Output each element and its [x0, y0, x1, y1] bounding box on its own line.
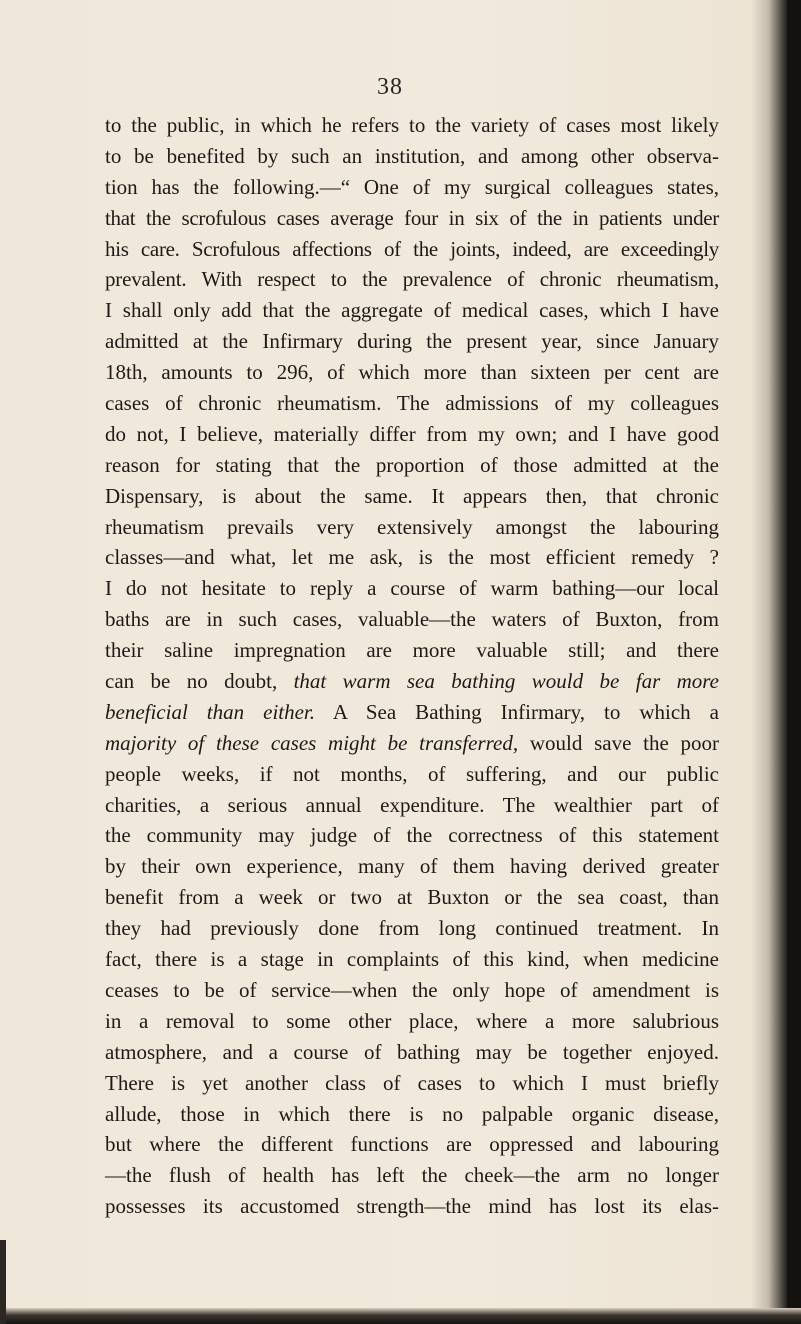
text-line-8: admitted at the Infirmary during the present year, since January	[105, 329, 719, 354]
text-line-4: that the scrofulous cases average four in six of the in patients under	[105, 205, 719, 230]
text-line-36: possesses its accustomed strength—the mind has lost its elas-	[105, 1194, 719, 1219]
text-line-19-roman: can be no doubt,	[105, 669, 294, 694]
text-line-15: classes—and what, let me ask, is the most efficient remedy ?	[105, 545, 719, 570]
text-line-26: benefit from a week or two at Buxton or the sea coast, than	[105, 885, 719, 910]
text-line-7: I shall only add that the aggregate of medical cases, which I have	[105, 298, 719, 323]
text-line-34: but where the different functions are oppressed and labouring	[105, 1132, 719, 1157]
text-line-20-roman: A Sea Bathing Infirmary, to which a	[315, 699, 719, 724]
text-line-10: cases of chronic rheumatism. The admissions of my colleagues	[105, 391, 719, 416]
text-line-3: tion has the following.—“ One of my surgical colleagues states,	[105, 174, 719, 199]
text-line-14: rheumatism prevails very extensively amongst the labouring	[105, 514, 719, 539]
page-number: 38	[377, 74, 403, 100]
text-line-29: ceases to be of service—when the only hope of amendment is	[105, 977, 719, 1002]
text-line-9: 18th, amounts to 296, of which more than sixteen per cent are	[105, 360, 719, 385]
text-line-30: in a removal to some other place, where a more salubrious	[105, 1008, 719, 1033]
text-line-27: they had previously done from long continued treatment. In	[105, 916, 719, 941]
text-line-20	[105, 697, 719, 728]
text-line-13: Dispensary, is about the same. It appears then, that chronic	[105, 483, 719, 508]
text-line-21	[105, 728, 719, 759]
text-line-32: There is yet another class of cases to which I must briefly	[105, 1070, 719, 1095]
text-line-1: to the public, in which he refers to the variety of cases most likely	[105, 113, 719, 137]
text-line-24: the community may judge of the correctness of this statement	[105, 823, 719, 848]
binding-edge	[787, 0, 801, 1324]
text-line-17: baths are in such cases, valuable—the waters of Buxton, from	[105, 607, 719, 632]
text-line-12: reason for stating that the proportion of those admitted at the	[105, 452, 719, 477]
text-line-28: fact, there is a stage in complaints of this kind, when medicine	[105, 947, 719, 972]
text-line-11: do not, I believe, materially differ from my own; and I have good	[105, 421, 719, 446]
text-line-33: allude, those in which there is no palpable organic disease,	[105, 1101, 719, 1126]
text-line-22: people weeks, if not months, of suffering, and our public	[105, 761, 719, 786]
text-line-2: to be benefited by such an institution, and among other observa-	[105, 143, 719, 168]
text-line-35: —the flush of health has left the cheek—the arm no longer	[105, 1163, 719, 1188]
text-line-31: atmosphere, and a course of bathing may be together enjoyed.	[105, 1039, 719, 1064]
text-line-23: charities, a serious annual expenditure. The wealthier part of	[105, 792, 719, 817]
text-line-21-italic: majority of these cases might be transferred,	[105, 730, 519, 755]
text-line-16: I do not hesitate to reply a course of warm bathing—our local	[105, 576, 719, 601]
text-line-19	[105, 666, 719, 697]
text-line-20-italic: beneficial than either.	[105, 699, 316, 724]
text-line-6: prevalent. With respect to the prevalence of chronic rheumatism,	[105, 267, 719, 292]
text-line-18: their saline impregnation are more valuable still; and there	[105, 638, 719, 663]
text-line-19-italic: that warm sea bathing would be far more	[293, 669, 720, 694]
text-line-21-roman: would save the poor	[518, 730, 719, 755]
text-line-5: his care. Scrofulous affections of the joints, indeed, are exceedingly	[105, 236, 719, 261]
body-text	[105, 110, 719, 1222]
bottom-edge	[6, 1308, 801, 1324]
text-line-25: by their own experience, many of them having derived greater	[105, 854, 719, 879]
